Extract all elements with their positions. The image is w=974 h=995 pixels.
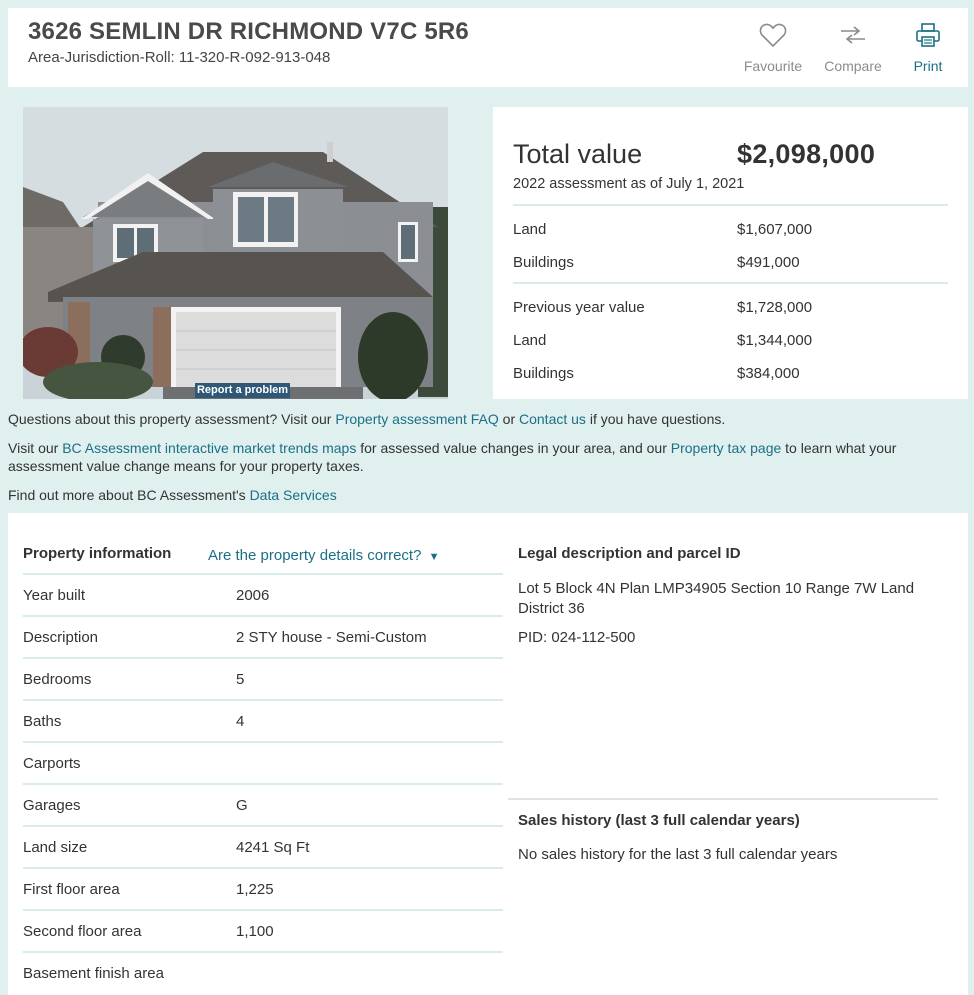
- previous-buildings-label: Buildings: [513, 365, 574, 382]
- market-text: to learn what your assessment value change means for your property taxes.: [8, 440, 897, 474]
- property-information-title: Property information: [23, 545, 172, 562]
- previous-land-label: Land: [513, 332, 547, 349]
- property-address: 3626 SEMLIN DR RICHMOND V7C 5R6: [28, 18, 469, 45]
- compare-arrows-icon: [818, 20, 888, 50]
- land-label: Land: [513, 221, 547, 238]
- market-text: for assessed value changes in your area, and our: [356, 440, 671, 456]
- questions-text: or: [498, 411, 519, 427]
- table-row: [23, 741, 503, 783]
- row-label: Basement finish area: [23, 965, 164, 982]
- row-value: 2006: [236, 587, 270, 604]
- previous-land-value: $1,344,000: [737, 332, 813, 349]
- data-services-link[interactable]: Data Services: [249, 487, 337, 503]
- row-label: Year built: [23, 587, 85, 604]
- contact-us-link[interactable]: Contact us: [519, 411, 586, 427]
- questions-text: if you have questions.: [585, 411, 726, 427]
- property-tax-link[interactable]: Property tax page: [670, 440, 782, 456]
- divider: [508, 798, 938, 800]
- market-trends-maps-link[interactable]: BC Assessment interactive market trends maps: [62, 440, 357, 456]
- table-row: [23, 699, 503, 741]
- print-button[interactable]: [898, 20, 958, 74]
- row-value: 2 STY house - Semi-Custom: [236, 629, 427, 646]
- row-label: First floor area: [23, 881, 120, 898]
- property-header: [8, 8, 968, 87]
- compare-label: Compare: [824, 58, 882, 74]
- faq-link[interactable]: Property assessment FAQ: [335, 411, 499, 427]
- table-row: [23, 615, 503, 657]
- report-problem-button[interactable]: Report a problem: [196, 384, 289, 396]
- parcel-id: PID: 024-112-500: [518, 629, 636, 646]
- market-trends-paragraph: [8, 439, 958, 475]
- caret-down-icon: ▼: [428, 551, 440, 563]
- sales-history-title: Sales history (last 3 full calendar years): [518, 812, 800, 829]
- sales-history-empty: No sales history for the last 3 full calendar years: [518, 846, 838, 863]
- previous-year-value: $1,728,000: [737, 299, 813, 316]
- questions-paragraph: [8, 410, 958, 428]
- table-row: [23, 825, 503, 867]
- row-value: 5: [236, 671, 245, 688]
- table-row: [23, 951, 503, 993]
- land-value: $1,607,000: [737, 221, 813, 238]
- printer-icon: [898, 20, 958, 50]
- roll-number: Area-Jurisdiction-Roll: 11-320-R-092-913-048: [28, 49, 331, 66]
- buildings-label: Buildings: [513, 254, 574, 271]
- row-value: 4241 Sq Ft: [236, 839, 310, 856]
- row-label: Carports: [23, 755, 81, 772]
- row-label: Garages: [23, 797, 81, 814]
- details-correct-dropdown[interactable]: [208, 547, 440, 564]
- legal-description-title: Legal description and parcel ID: [518, 545, 741, 562]
- assessment-date-note: 2022 assessment as of July 1, 2021: [513, 176, 745, 192]
- previous-year-label: Previous year value: [513, 299, 645, 316]
- market-text: Visit our: [8, 440, 63, 456]
- property-info-table: [23, 573, 503, 993]
- total-value-amount: $2,098,000: [737, 139, 876, 169]
- row-label: Land size: [23, 839, 88, 856]
- table-row: [23, 573, 503, 615]
- details-correct-label: Are the property details correct?: [208, 547, 422, 564]
- row-value: G: [236, 797, 248, 814]
- heart-icon: [738, 20, 808, 50]
- total-value-label: Total value: [513, 139, 643, 169]
- favourite-label: Favourite: [743, 58, 803, 74]
- row-label: Bedrooms: [23, 671, 92, 688]
- print-label: Print: [913, 58, 943, 74]
- table-row: [23, 867, 503, 909]
- property-details-panel: [8, 513, 968, 995]
- valuation-panel: [493, 107, 968, 399]
- data-services-text: Find out more about BC Assessment's: [8, 487, 250, 503]
- row-label: Second floor area: [23, 923, 142, 940]
- table-row: [23, 783, 503, 825]
- favourite-button[interactable]: [738, 20, 808, 74]
- buildings-value: $491,000: [737, 254, 800, 271]
- row-label: Baths: [23, 713, 62, 730]
- previous-buildings-value: $384,000: [737, 365, 800, 382]
- row-value: 1,225: [236, 881, 274, 898]
- table-row: [23, 909, 503, 951]
- divider: [513, 282, 948, 284]
- table-row: [23, 657, 503, 699]
- legal-description-text: Lot 5 Block 4N Plan LMP34905 Section 10 Range 7W Land District 36: [518, 580, 915, 617]
- divider: [513, 204, 948, 206]
- data-services-paragraph: [8, 486, 958, 504]
- row-value: 1,100: [236, 923, 274, 940]
- questions-text: Questions about this property assessment? Visit our: [8, 411, 336, 427]
- row-label: Description: [23, 629, 99, 646]
- compare-button[interactable]: [818, 20, 888, 74]
- row-value: 4: [236, 713, 245, 730]
- property-photo: [23, 107, 448, 399]
